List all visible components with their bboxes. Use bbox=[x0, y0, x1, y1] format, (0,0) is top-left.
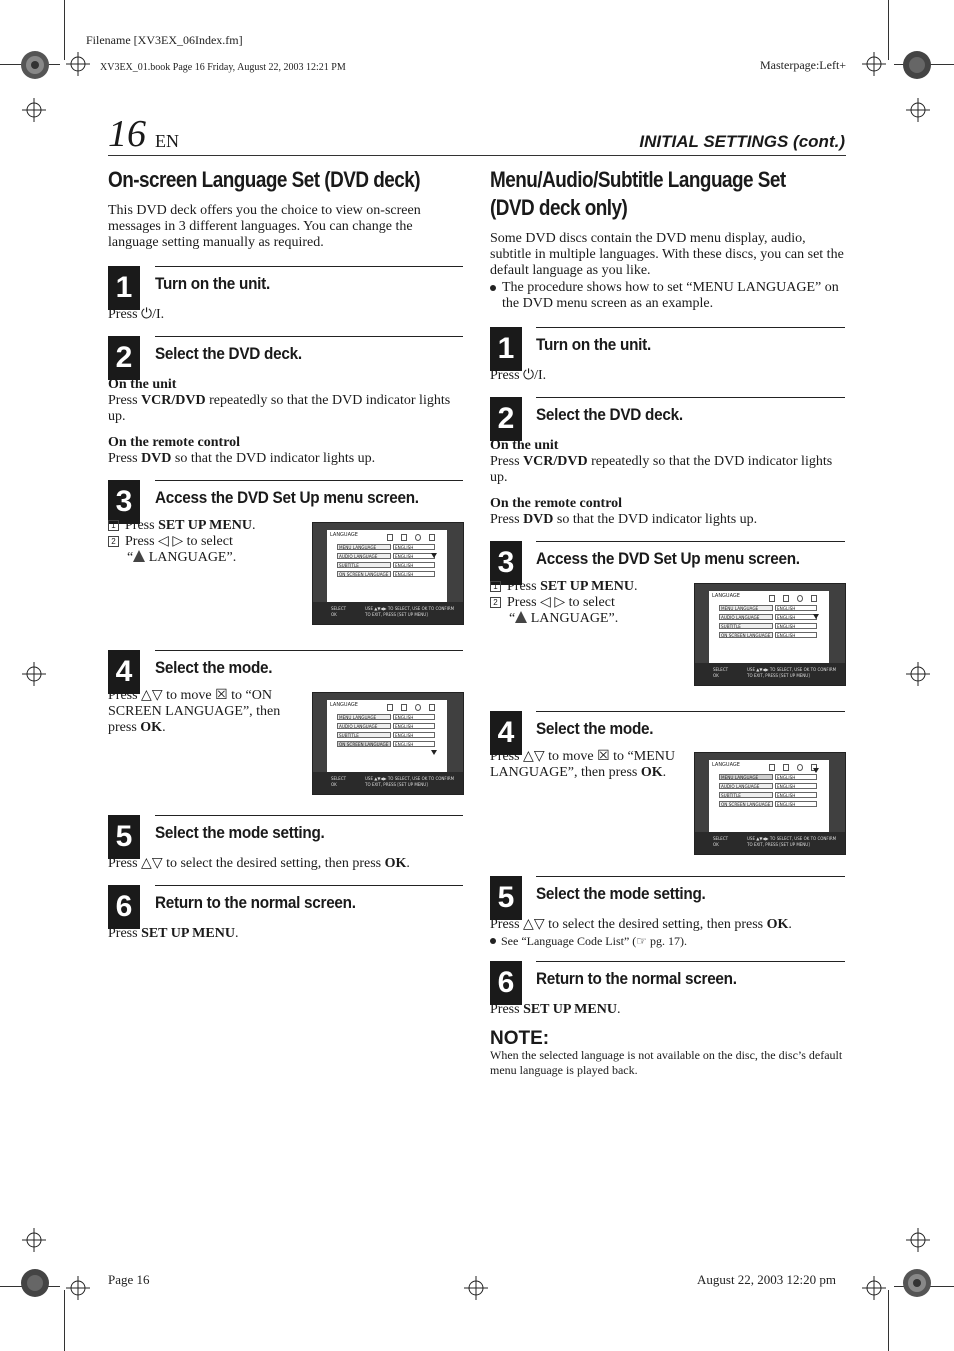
crosshair-icon bbox=[66, 1276, 90, 1300]
substep-2-cont: “ LANGUAGE”. bbox=[127, 550, 237, 565]
crosshair-icon bbox=[22, 98, 46, 122]
footer-date-label: August 22, 2003 12:20 pm bbox=[697, 1272, 837, 1287]
bullet-icon bbox=[490, 938, 496, 944]
step-text: Press △▽ to select the desired setting, then press OK. bbox=[108, 856, 410, 871]
crop-mark bbox=[64, 0, 65, 60]
book-info-label: XV3EX_01.book Page 16 Friday, August 22, 2003 12:21 PM bbox=[100, 62, 346, 73]
step-number: 1 bbox=[108, 266, 140, 310]
setup-screen bbox=[312, 692, 464, 795]
crosshair-icon bbox=[862, 52, 886, 76]
step-number: 3 bbox=[108, 480, 140, 524]
setup-screen bbox=[694, 752, 846, 855]
ok-label: OK bbox=[713, 673, 719, 678]
hint-line-1: USE ▲▼◀▶ TO SELECT, USE OK TO CONFIRM bbox=[747, 836, 837, 841]
screen-footer bbox=[695, 832, 845, 854]
step-number: 2 bbox=[108, 336, 140, 380]
step-title: Return to the normal screen. bbox=[155, 893, 356, 912]
screen-header: LANGUAGE bbox=[712, 593, 740, 599]
setup-tab-icon bbox=[811, 595, 817, 602]
crosshair-icon bbox=[862, 1276, 886, 1300]
select-label: SELECT bbox=[713, 667, 729, 672]
step-text: Press ⏻/I. bbox=[490, 368, 547, 383]
crosshair-icon bbox=[22, 1228, 46, 1252]
note-text: When the selected language is not available on the disc, the disc’s default menu language is played back. bbox=[490, 1048, 843, 1077]
hint-line-2: TO EXIT, PRESS [SET UP MENU] bbox=[365, 612, 428, 617]
crop-mark bbox=[888, 0, 889, 60]
screen-row: ON SCREEN LANGUAGE ENGLISH bbox=[337, 571, 437, 577]
remote-heading: On the remote control bbox=[108, 435, 241, 450]
step-rule bbox=[155, 815, 463, 816]
screen-row: ON SCREEN LANGUAGE ENGLISH bbox=[337, 741, 437, 747]
step-title: Select the mode. bbox=[155, 658, 273, 677]
screen-header: LANGUAGE bbox=[330, 532, 358, 538]
step-number: 4 bbox=[490, 711, 522, 755]
step-title: Select the DVD deck. bbox=[155, 344, 302, 363]
registration-target-icon bbox=[18, 1266, 52, 1300]
step-rule bbox=[536, 711, 845, 712]
setup-tab-icon bbox=[401, 704, 407, 711]
screen-row: SUBTITLE ENGLISH bbox=[337, 562, 437, 568]
setup-tab-icon bbox=[797, 595, 803, 602]
step-rule bbox=[155, 480, 463, 481]
step-rule bbox=[536, 541, 845, 542]
step-title: Select the DVD deck. bbox=[536, 405, 683, 424]
language-icon bbox=[515, 611, 527, 623]
on-unit-heading: On the unit bbox=[490, 438, 559, 453]
setup-tab-icon bbox=[769, 595, 775, 602]
language-panel bbox=[709, 591, 829, 663]
step-title: Access the DVD Set Up menu screen. bbox=[155, 488, 419, 507]
step-text: Press SET UP MENU. bbox=[108, 926, 239, 941]
setup-tab-icon bbox=[415, 534, 421, 541]
step-text: Press △▽ to move ☒ to “MENU LANGUAGE”, then press OK. bbox=[490, 749, 675, 780]
on-unit-text: Press VCR/DVD repeatedly so that the DVD indicator lights up. bbox=[490, 454, 833, 485]
right-title-line-2: (DVD deck only) bbox=[490, 195, 628, 220]
on-unit-heading: On the unit bbox=[108, 377, 177, 392]
ok-label: OK bbox=[713, 842, 719, 847]
step-number: 2 bbox=[490, 397, 522, 441]
step-rule bbox=[536, 327, 845, 328]
setup-tab-icon bbox=[429, 704, 435, 711]
step-rule bbox=[155, 336, 463, 337]
setup-tab-icon bbox=[415, 704, 421, 711]
hint-line-2: TO EXIT, PRESS [SET UP MENU] bbox=[747, 673, 810, 678]
step-title: Select the mode setting. bbox=[155, 823, 325, 842]
step-text: Press SET UP MENU. bbox=[490, 1002, 621, 1017]
language-panel bbox=[327, 530, 447, 602]
hint-line-1: USE ▲▼◀▶ TO SELECT, USE OK TO CONFIRM bbox=[747, 667, 837, 672]
step-rule bbox=[155, 650, 463, 651]
masterpage-label: Masterpage:Left+ bbox=[760, 58, 847, 72]
setup-tab-icon bbox=[797, 764, 803, 771]
setup-tab-icon bbox=[401, 534, 407, 541]
substep-1: 1 Press SET UP MENU. bbox=[108, 518, 255, 534]
registration-target-icon bbox=[900, 48, 934, 82]
cursor-icon bbox=[813, 768, 819, 773]
crosshair-icon bbox=[464, 1276, 488, 1300]
page-number: 16 bbox=[108, 113, 146, 155]
screen-row: MENU LANGUAGE ENGLISH bbox=[719, 774, 819, 780]
see-reference: See “Language Code List” (☞ pg. 17). bbox=[490, 934, 687, 949]
right-intro: Some DVD discs contain the DVD menu display, audio, subtitle in multiple languages. With these discs, you can set the default language as you like. bbox=[490, 231, 844, 278]
step-rule bbox=[536, 876, 845, 877]
screen-row: MENU LANGUAGE ENGLISH bbox=[337, 714, 437, 720]
select-label: SELECT bbox=[331, 606, 347, 611]
step-title: Select the mode. bbox=[536, 719, 654, 738]
step-text: Press △▽ to move ☒ to “ON SCREEN LANGUAGE”, then press OK. bbox=[108, 688, 281, 735]
page-language: EN bbox=[155, 131, 179, 151]
screen-footer bbox=[313, 602, 463, 624]
crop-mark bbox=[64, 1290, 65, 1351]
ok-label: OK bbox=[331, 782, 337, 787]
right-title-line-1: Menu/Audio/Subtitle Language Set bbox=[490, 167, 786, 192]
screen-footer bbox=[313, 772, 463, 794]
select-label: SELECT bbox=[713, 836, 729, 841]
screen-footer bbox=[695, 663, 845, 685]
screen-row: ON SCREEN LANGUAGE ENGLISH bbox=[719, 632, 819, 638]
right-bullet: The procedure shows how to set “MENU LANGUAGE” on the DVD menu screen as an example. bbox=[490, 280, 846, 312]
cursor-icon bbox=[431, 750, 437, 755]
hint-line-1: USE ▲▼◀▶ TO SELECT, USE OK TO CONFIRM bbox=[365, 606, 455, 611]
remote-heading: On the remote control bbox=[490, 496, 623, 511]
setup-tab-icon bbox=[769, 764, 775, 771]
step-text: Press ⏻/I. bbox=[108, 307, 165, 322]
step-text: Press △▽ to select the desired setting, then press OK. bbox=[490, 917, 792, 932]
step-number: 3 bbox=[490, 541, 522, 585]
setup-screen bbox=[312, 522, 464, 625]
step-number: 4 bbox=[108, 650, 140, 694]
step-rule bbox=[536, 961, 845, 962]
substep-2: 2 Press ◁ ▷ to select bbox=[490, 595, 615, 611]
substep-2-cont: “ LANGUAGE”. bbox=[509, 611, 619, 626]
cursor-icon bbox=[813, 614, 819, 619]
bullet-icon bbox=[490, 285, 496, 291]
hint-line-2: TO EXIT, PRESS [SET UP MENU] bbox=[747, 842, 810, 847]
step-title: Access the DVD Set Up menu screen. bbox=[536, 549, 800, 568]
screen-row: AUDIO LANGUAGE ENGLISH bbox=[337, 723, 437, 729]
setup-tab-icon bbox=[783, 595, 789, 602]
note-heading: NOTE: bbox=[490, 1028, 550, 1049]
step-rule bbox=[536, 397, 845, 398]
remote-text: Press DVD so that the DVD indicator lights up. bbox=[108, 451, 376, 466]
hint-line-2: TO EXIT, PRESS [SET UP MENU] bbox=[365, 782, 428, 787]
select-label: SELECT bbox=[331, 776, 347, 781]
setup-tab-icon bbox=[387, 534, 393, 541]
crosshair-icon bbox=[906, 662, 930, 686]
screen-row: SUBTITLE ENGLISH bbox=[719, 792, 819, 798]
registration-target-icon bbox=[900, 1266, 934, 1300]
header-rule bbox=[108, 155, 846, 156]
step-number: 6 bbox=[108, 885, 140, 929]
screen-row: SUBTITLE ENGLISH bbox=[337, 732, 437, 738]
substep-1: 1 Press SET UP MENU. bbox=[490, 579, 637, 595]
ok-label: OK bbox=[331, 612, 337, 617]
screen-header: LANGUAGE bbox=[712, 762, 740, 768]
setup-tab-icon bbox=[387, 704, 393, 711]
setup-tab-icon bbox=[783, 764, 789, 771]
screen-row: AUDIO LANGUAGE ENGLISH bbox=[337, 553, 437, 559]
left-intro: This DVD deck offers you the choice to view on-screen messages in 3 different languages. You can change the language setting manually as required. bbox=[108, 203, 421, 250]
step-number: 1 bbox=[490, 327, 522, 371]
crosshair-icon bbox=[906, 1228, 930, 1252]
remote-text: Press DVD so that the DVD indicator lights up. bbox=[490, 512, 758, 527]
screen-row: AUDIO LANGUAGE ENGLISH bbox=[719, 614, 819, 620]
setup-tab-icon bbox=[429, 534, 435, 541]
language-icon bbox=[133, 550, 145, 562]
cursor-icon bbox=[431, 553, 437, 558]
step-number: 5 bbox=[490, 876, 522, 920]
crosshair-icon bbox=[906, 98, 930, 122]
screen-row: MENU LANGUAGE ENGLISH bbox=[719, 605, 819, 611]
step-number: 5 bbox=[108, 815, 140, 859]
hint-line-1: USE ▲▼◀▶ TO SELECT, USE OK TO CONFIRM bbox=[365, 776, 455, 781]
screen-header: LANGUAGE bbox=[330, 702, 358, 708]
step-title: Select the mode setting. bbox=[536, 884, 706, 903]
step-title: Turn on the unit. bbox=[155, 274, 270, 293]
screen-row: SUBTITLE ENGLISH bbox=[719, 623, 819, 629]
registration-target-icon bbox=[18, 48, 52, 82]
language-panel bbox=[327, 700, 447, 772]
section-heading: INITIAL SETTINGS (cont.) bbox=[639, 132, 845, 151]
screen-row: MENU LANGUAGE ENGLISH bbox=[337, 544, 437, 550]
language-panel bbox=[709, 760, 829, 832]
screen-row: ON SCREEN LANGUAGE ENGLISH bbox=[719, 801, 819, 807]
footer-page-label: Page 16 bbox=[108, 1272, 150, 1287]
crosshair-icon bbox=[22, 662, 46, 686]
step-title: Return to the normal screen. bbox=[536, 969, 737, 988]
step-number: 6 bbox=[490, 961, 522, 1005]
substep-2: 2 Press ◁ ▷ to select bbox=[108, 534, 233, 550]
crop-mark bbox=[888, 1290, 889, 1351]
step-rule bbox=[155, 266, 463, 267]
setup-screen bbox=[694, 583, 846, 686]
step-title: Turn on the unit. bbox=[536, 335, 651, 354]
filename-label: Filename [XV3EX_06Index.fm] bbox=[86, 33, 243, 47]
left-title: On-screen Language Set (DVD deck) bbox=[108, 167, 421, 192]
crosshair-icon bbox=[66, 52, 90, 76]
on-unit-text: Press VCR/DVD repeatedly so that the DVD indicator lights up. bbox=[108, 393, 451, 424]
screen-row: AUDIO LANGUAGE ENGLISH bbox=[719, 783, 819, 789]
step-rule bbox=[155, 885, 463, 886]
